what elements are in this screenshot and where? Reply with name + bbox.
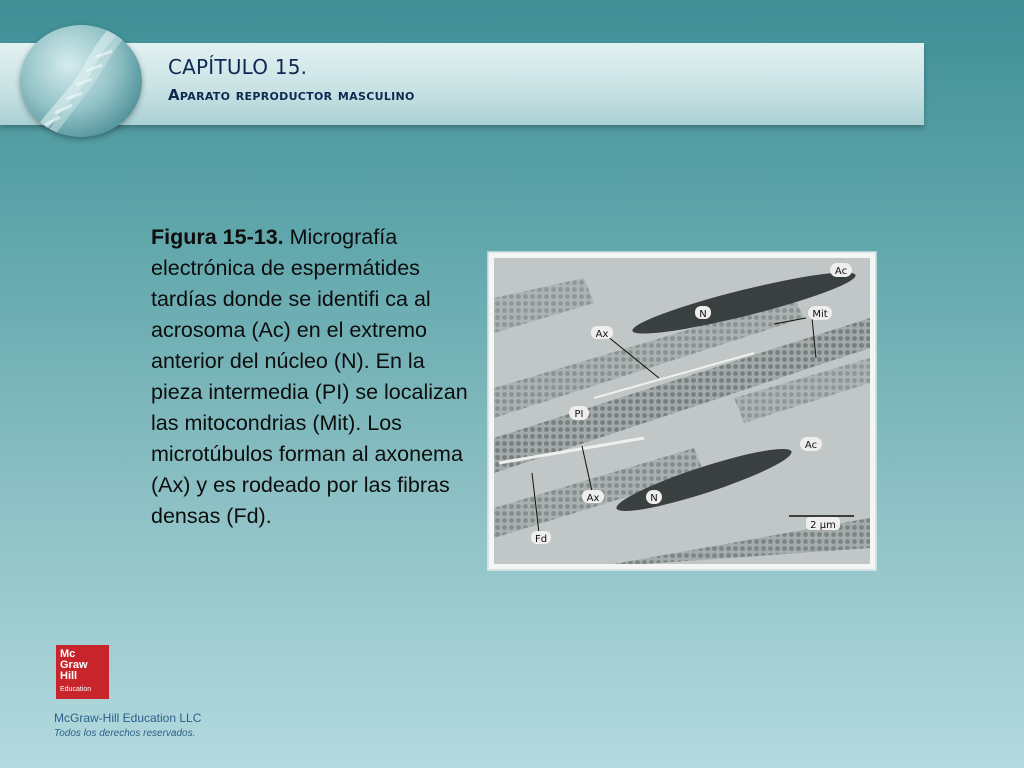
logo-line-hill: Hill bbox=[60, 670, 78, 682]
electron-micrograph bbox=[488, 252, 876, 570]
label-pi: PI bbox=[574, 409, 584, 420]
label-ax-top: Ax bbox=[595, 329, 609, 340]
mcgraw-hill-logo bbox=[56, 645, 109, 699]
logo-line-graw: Graw bbox=[60, 659, 88, 671]
scale-label: 2 µm bbox=[810, 520, 836, 531]
label-n-bottom: N bbox=[650, 493, 658, 504]
label-ac-top: Ac bbox=[834, 266, 848, 277]
footer-rights: Todos los derechos reservados. bbox=[54, 728, 196, 739]
footer-company: McGraw-Hill Education LLC bbox=[54, 711, 202, 725]
label-mit: Mit bbox=[812, 309, 828, 320]
figure-caption bbox=[151, 222, 471, 532]
chapter-subtitle: Aparato reproductor masculino bbox=[168, 86, 415, 104]
chapter-title: CAPÍTULO 15. bbox=[168, 55, 308, 79]
figure-label: Figura 15-13. bbox=[151, 225, 284, 249]
label-n-top: N bbox=[699, 309, 707, 320]
figure-caption-text: Micrografía electrónica de espermátides tardías donde se identifi ca al acrosoma (Ac) en el extremo anterior del núcleo (N). En la pieza intermedia (PI) se localizan las mitocondrias (Mit). Los microtúbulos forman al axonema (Ax) y es rodeado por las fibras densas (Fd). bbox=[151, 225, 468, 528]
label-ac-bottom: Ac bbox=[804, 440, 818, 451]
logo-line-mc: Mc bbox=[60, 648, 76, 660]
logo-line-education: Education bbox=[60, 686, 92, 693]
label-ax-bottom: Ax bbox=[586, 493, 600, 504]
label-fd: Fd bbox=[534, 534, 548, 545]
dna-sphere-logo bbox=[20, 25, 142, 137]
